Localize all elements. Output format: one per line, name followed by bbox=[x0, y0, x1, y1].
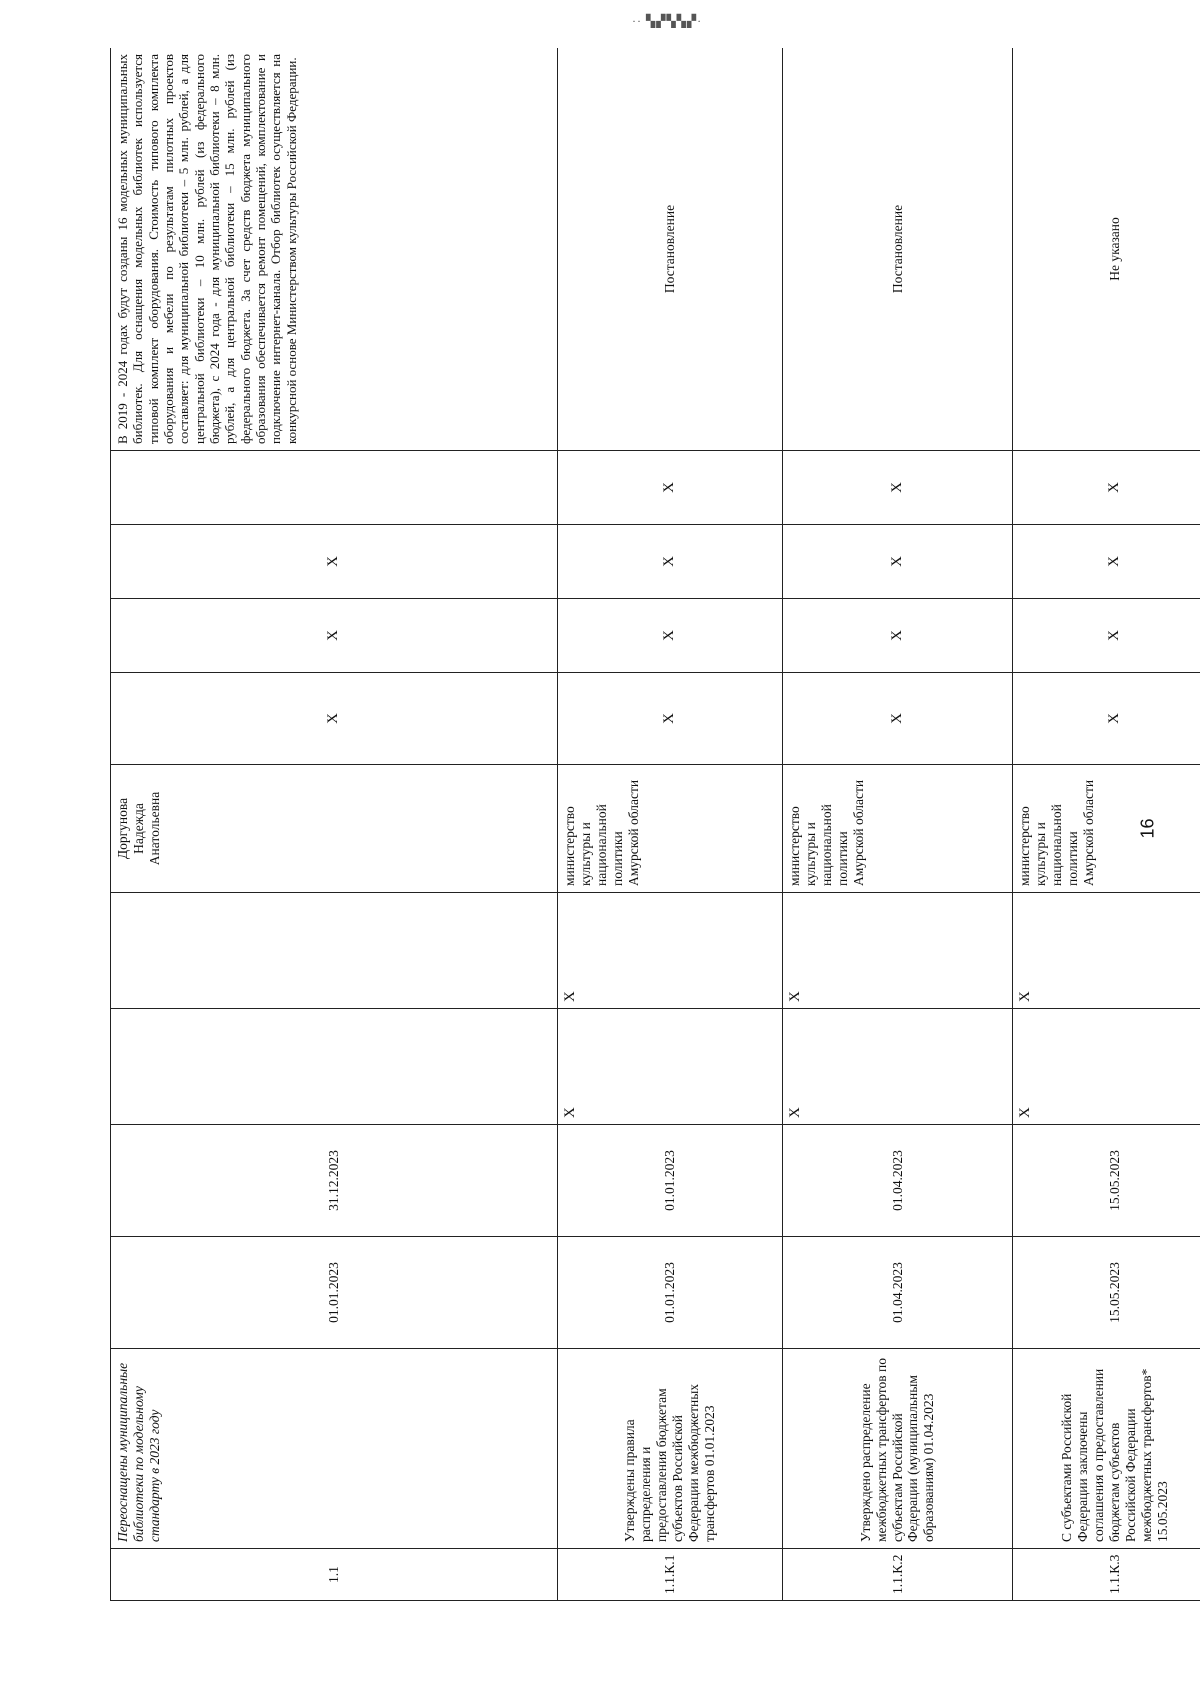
mark-cell: X bbox=[1013, 599, 1200, 673]
document-type: Постановление bbox=[558, 48, 783, 451]
mark-cell: X bbox=[1013, 893, 1200, 1009]
mark-cell: X bbox=[783, 893, 1013, 1009]
result-name: Утверждено распределение межбюджетных трансфертов по субъектам Российской Федерации (муниципальным образованиям) 01.04.2023 bbox=[783, 1349, 1013, 1549]
mark-cell: X bbox=[558, 673, 783, 765]
result-name: Утверждены правила распределения и предоставления бюджетам субъектов Российской Федерации межбюджетных трансфертов 01.01.2023 bbox=[558, 1349, 783, 1549]
row-number: 1.1.К.3 bbox=[1013, 1549, 1200, 1601]
end-date: 01.04.2023 bbox=[783, 1125, 1013, 1237]
result-name: С субъектами Российской Федерации заключены соглашения о предоставлении бюджетам субъектов Российской Федерации межбюджетных трансфертов* 15.05.2023 bbox=[1013, 1349, 1200, 1549]
row-number: 1.1 bbox=[111, 1549, 558, 1601]
start-date: 01.01.2023 bbox=[111, 1237, 558, 1349]
mark-cell: X bbox=[558, 451, 783, 525]
rotated-page bbox=[110, 48, 1200, 1601]
result-name: Переоснащены муниципальные библиотеки по модельному стандарту в 2023 году bbox=[111, 1349, 558, 1549]
start-date: 01.04.2023 bbox=[783, 1237, 1013, 1349]
responsible-org: министерство культуры и национальной политики Амурской области bbox=[1013, 765, 1200, 893]
mark-cell: X bbox=[1013, 451, 1200, 525]
responsible-org: министерство культуры и национальной политики Амурской области bbox=[783, 765, 1013, 893]
table-row bbox=[558, 48, 783, 1601]
end-date: 01.01.2023 bbox=[558, 1125, 783, 1237]
mark-cell bbox=[111, 451, 558, 525]
table-row bbox=[783, 48, 1013, 1601]
table-row bbox=[111, 48, 558, 1601]
mark-cell: X bbox=[783, 599, 1013, 673]
page-number: 16 bbox=[1137, 818, 1158, 839]
mark-cell: X bbox=[783, 525, 1013, 599]
start-date: 15.05.2023 bbox=[1013, 1237, 1200, 1349]
responsible-person: Доргунова Надежда Анатольевна bbox=[111, 765, 558, 893]
mark-cell: X bbox=[1013, 1009, 1200, 1125]
scan-stamp: ·· ▚▞▚▚▞· bbox=[632, 14, 703, 28]
table-frame bbox=[110, 48, 1200, 1601]
mark-cell: X bbox=[558, 525, 783, 599]
mark-cell bbox=[111, 1009, 558, 1125]
mark-cell: X bbox=[783, 1009, 1013, 1125]
mark-cell: X bbox=[111, 525, 558, 599]
mark-cell: X bbox=[111, 673, 558, 765]
document-type: Не указано bbox=[1013, 48, 1200, 451]
document-type: Постановление bbox=[783, 48, 1013, 451]
plan-table bbox=[110, 48, 1200, 1601]
mark-cell: X bbox=[1013, 673, 1200, 765]
note-text: В 2019 - 2024 годах будут созданы 16 модельных муниципальных библиотек. Для оснащения модельных библиотек используется типовой комплект оборудования. Стоимость типового комплекта оборудования и мебели по результатам пилотных проектов составляет: для муниципальной библиотеки – 5 млн. рублей, а для центральной библиотеки – 10 млн. рублей (из федерального бюджета), с 2024 года - для муниципальной библиотеки – 8 млн. рублей, а для центральной библиотеки – 15 млн. рублей (из федерального бюджета. За счет средств бюджета муниципального образования обеспечивается ремонт помещений, комплектование и подключение интернет-канала. Отбор библиотек осуществляется на конкурсной основе Министерством культуры Российской Федерации. bbox=[111, 48, 558, 451]
mark-cell bbox=[111, 893, 558, 1009]
row-number: 1.1.К.1 bbox=[558, 1549, 783, 1601]
mark-cell: X bbox=[558, 599, 783, 673]
mark-cell: X bbox=[783, 673, 1013, 765]
table-row bbox=[1013, 48, 1200, 1601]
start-date: 01.01.2023 bbox=[558, 1237, 783, 1349]
mark-cell: X bbox=[558, 893, 783, 1009]
mark-cell: X bbox=[783, 451, 1013, 525]
end-date: 31.12.2023 bbox=[111, 1125, 558, 1237]
row-number: 1.1.К.2 bbox=[783, 1549, 1013, 1601]
mark-cell: X bbox=[558, 1009, 783, 1125]
mark-cell: X bbox=[111, 599, 558, 673]
responsible-org: министерство культуры и национальной политики Амурской области bbox=[558, 765, 783, 893]
mark-cell: X bbox=[1013, 525, 1200, 599]
end-date: 15.05.2023 bbox=[1013, 1125, 1200, 1237]
